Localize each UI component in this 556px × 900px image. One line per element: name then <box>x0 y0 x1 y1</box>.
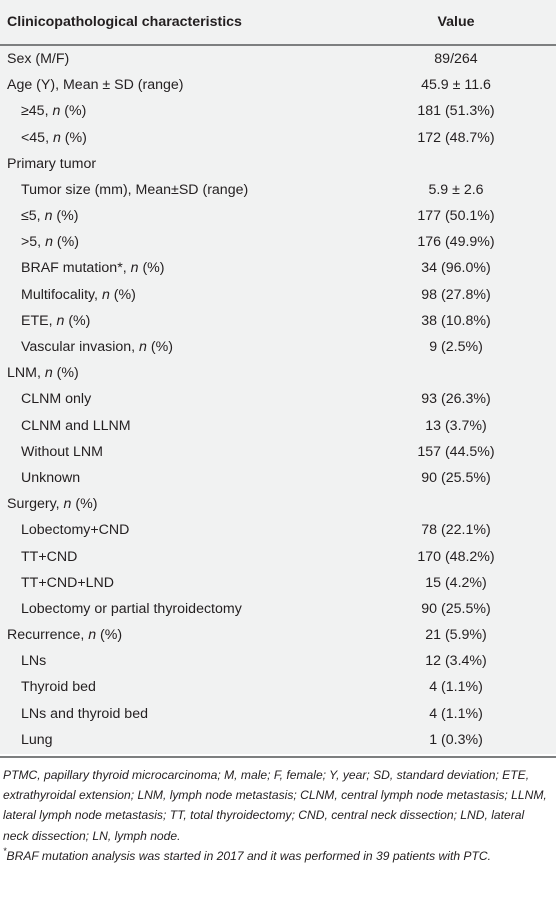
row-label-text: Vascular invasion, <box>21 339 140 356</box>
table-row <box>0 125 556 151</box>
row-label-n: n <box>130 260 139 277</box>
row-label-text: LNM, <box>7 365 45 382</box>
row-label-text: CLNM only <box>21 391 92 408</box>
table-row <box>0 727 556 754</box>
footnote-asterisk: * <box>3 846 7 856</box>
row-label <box>0 544 356 570</box>
row-value: 177 (50.1%) <box>417 208 495 225</box>
table-row <box>0 439 556 465</box>
row-label-tail: (%) <box>60 103 87 120</box>
row-label-tail: (%) <box>96 627 123 644</box>
row-label-text: Multifocality, <box>21 286 102 303</box>
row-label-tail: (%) <box>146 339 173 356</box>
table-row <box>0 596 556 622</box>
row-label-n: n <box>139 339 147 356</box>
row-value: 181 (51.3%) <box>417 103 495 120</box>
table-row <box>0 570 556 596</box>
table-row <box>0 151 556 177</box>
table-row <box>0 256 556 282</box>
table-row <box>0 517 556 543</box>
row-value: 38 (10.8%) <box>421 312 491 329</box>
row-value: 78 (22.1%) <box>421 522 491 539</box>
row-label-text: Without LNM <box>21 443 103 460</box>
row-label-tail: (%) <box>52 365 79 382</box>
table-row <box>0 413 556 439</box>
table-row <box>0 701 556 727</box>
row-value: 176 (49.9%) <box>417 234 495 251</box>
row-label <box>0 177 356 203</box>
row-label <box>0 125 356 151</box>
row-label-text: <45, <box>21 129 53 146</box>
table-row <box>0 675 556 701</box>
row-value: 4 (1.1%) <box>429 679 483 696</box>
table-row <box>0 544 556 570</box>
row-label-n: n <box>44 365 53 382</box>
row-label-n: n <box>88 627 97 644</box>
row-label <box>0 151 356 177</box>
row-label-text: Primary tumor <box>7 155 97 172</box>
row-label-n: n <box>44 208 53 225</box>
row-label <box>0 386 356 412</box>
header-characteristic: Clinicopathological characteristics <box>0 0 356 45</box>
footnote-braf-text: BRAF mutation analysis was started in 2017 and it was performed in 39 patients with PTC. <box>6 849 491 863</box>
footnote-abbreviations: PTMC, papillary thyroid microcarcinoma; M, male; F, female; Y, year; SD, standard deviation; ETE, extrathyroidal extension; LNM, lymph node metastasis; CLNM, central lymph node metastasis; LLNM, lateral lymph node metastasis; TT, total thyroidectomy; CND, central neck dissection; LND, lateral neck dissection; LN, lymph node. <box>3 768 547 843</box>
row-value: 9 (2.5%) <box>429 339 483 356</box>
row-label <box>0 308 356 334</box>
row-value: 90 (25.5%) <box>421 600 491 617</box>
table-header-row <box>0 0 556 45</box>
row-label <box>0 256 356 282</box>
table-row <box>0 386 556 412</box>
row-label-n: n <box>63 496 72 513</box>
row-value: 4 (1.1%) <box>429 705 483 722</box>
row-label <box>0 570 356 596</box>
row-label-text: ≤5, <box>21 208 45 225</box>
row-value: 21 (5.9%) <box>425 627 487 644</box>
row-value <box>356 360 556 386</box>
row-label <box>0 701 356 727</box>
row-label-text: Thyroid bed <box>21 679 96 696</box>
table-row <box>0 203 556 229</box>
row-label <box>0 491 356 517</box>
row-label-tail: (%) <box>52 234 79 251</box>
row-value: 98 (27.8%) <box>421 286 491 303</box>
row-label <box>0 465 356 491</box>
row-value: 1 (0.3%) <box>429 732 483 749</box>
row-label <box>0 282 356 308</box>
row-label <box>0 334 356 360</box>
row-label <box>0 72 356 98</box>
row-value: 5.9 ± 2.6 <box>428 181 484 198</box>
row-value: 157 (44.5%) <box>417 443 495 460</box>
row-label-n: n <box>56 312 65 329</box>
row-label <box>0 439 356 465</box>
table-row <box>0 229 556 255</box>
table-row <box>0 98 556 124</box>
row-label-text: Sex (M/F) <box>7 50 70 67</box>
row-label-n: n <box>52 103 61 120</box>
table-bottom-rule <box>0 756 556 758</box>
row-label-tail: (%) <box>52 208 79 225</box>
row-label <box>0 517 356 543</box>
table-row <box>0 360 556 386</box>
row-label <box>0 727 356 754</box>
row-value: 45.9 ± 11.6 <box>421 77 491 94</box>
row-label-text: Surgery, <box>7 496 64 513</box>
row-label <box>0 413 356 439</box>
row-label <box>0 622 356 648</box>
row-label-text: TT+CND <box>21 548 78 565</box>
row-value <box>356 151 556 177</box>
row-value: 170 (48.2%) <box>417 548 495 565</box>
row-label-n: n <box>45 234 53 251</box>
table-row <box>0 334 556 360</box>
row-label <box>0 675 356 701</box>
row-label-text: Unknown <box>21 469 81 486</box>
table-row <box>0 491 556 517</box>
row-label-tail: (%) <box>60 129 87 146</box>
table-row <box>0 465 556 491</box>
row-label <box>0 229 356 255</box>
row-label-tail: (%) <box>109 286 136 303</box>
row-value <box>356 491 556 517</box>
table-row <box>0 308 556 334</box>
row-label-text: Recurrence, <box>7 627 89 644</box>
table-row <box>0 282 556 308</box>
row-label <box>0 360 356 386</box>
table-row <box>0 177 556 203</box>
row-label <box>0 596 356 622</box>
row-label-text: BRAF mutation*, <box>21 260 131 277</box>
table-row <box>0 648 556 674</box>
row-value: 13 (3.7%) <box>425 417 487 434</box>
row-label <box>0 45 356 72</box>
row-label-tail: (%) <box>64 312 91 329</box>
row-label-text: CLNM and LLNM <box>21 417 131 434</box>
row-label-n: n <box>52 129 61 146</box>
row-label <box>0 648 356 674</box>
row-value: 93 (26.3%) <box>421 391 491 408</box>
row-label-text: Lung <box>21 732 53 749</box>
row-label-n: n <box>101 286 110 303</box>
table-row <box>0 45 556 72</box>
row-label-text: Age (Y), Mean ± SD (range) <box>7 77 184 94</box>
table-body <box>0 45 556 754</box>
row-value: 89/264 <box>434 50 478 67</box>
row-label-tail: (%) <box>138 260 165 277</box>
row-value: 172 (48.7%) <box>417 129 495 146</box>
table-row <box>0 72 556 98</box>
row-value: 15 (4.2%) <box>425 574 487 591</box>
row-label <box>0 98 356 124</box>
row-label-text: LNs and thyroid bed <box>21 705 148 722</box>
header-value: Value <box>356 0 556 45</box>
row-label-text: ≥45, <box>21 103 53 120</box>
row-label-text: >5, <box>21 234 46 251</box>
row-value: 90 (25.5%) <box>421 469 491 486</box>
row-value: 34 (96.0%) <box>421 260 491 277</box>
row-label-tail: (%) <box>71 496 98 513</box>
row-label-text: Tumor size (mm), Mean±SD (range) <box>21 181 249 198</box>
row-value: 12 (3.4%) <box>425 653 487 670</box>
row-label-text: ETE, <box>21 312 57 329</box>
row-label-text: Lobectomy or partial thyroidectomy <box>21 600 242 617</box>
row-label-text: Lobectomy+CND <box>21 522 130 539</box>
row-label-text: LNs <box>21 653 47 670</box>
footnote-braf <box>3 846 552 866</box>
table-row <box>0 622 556 648</box>
row-label <box>0 203 356 229</box>
row-label-text: TT+CND+LND <box>21 574 115 591</box>
